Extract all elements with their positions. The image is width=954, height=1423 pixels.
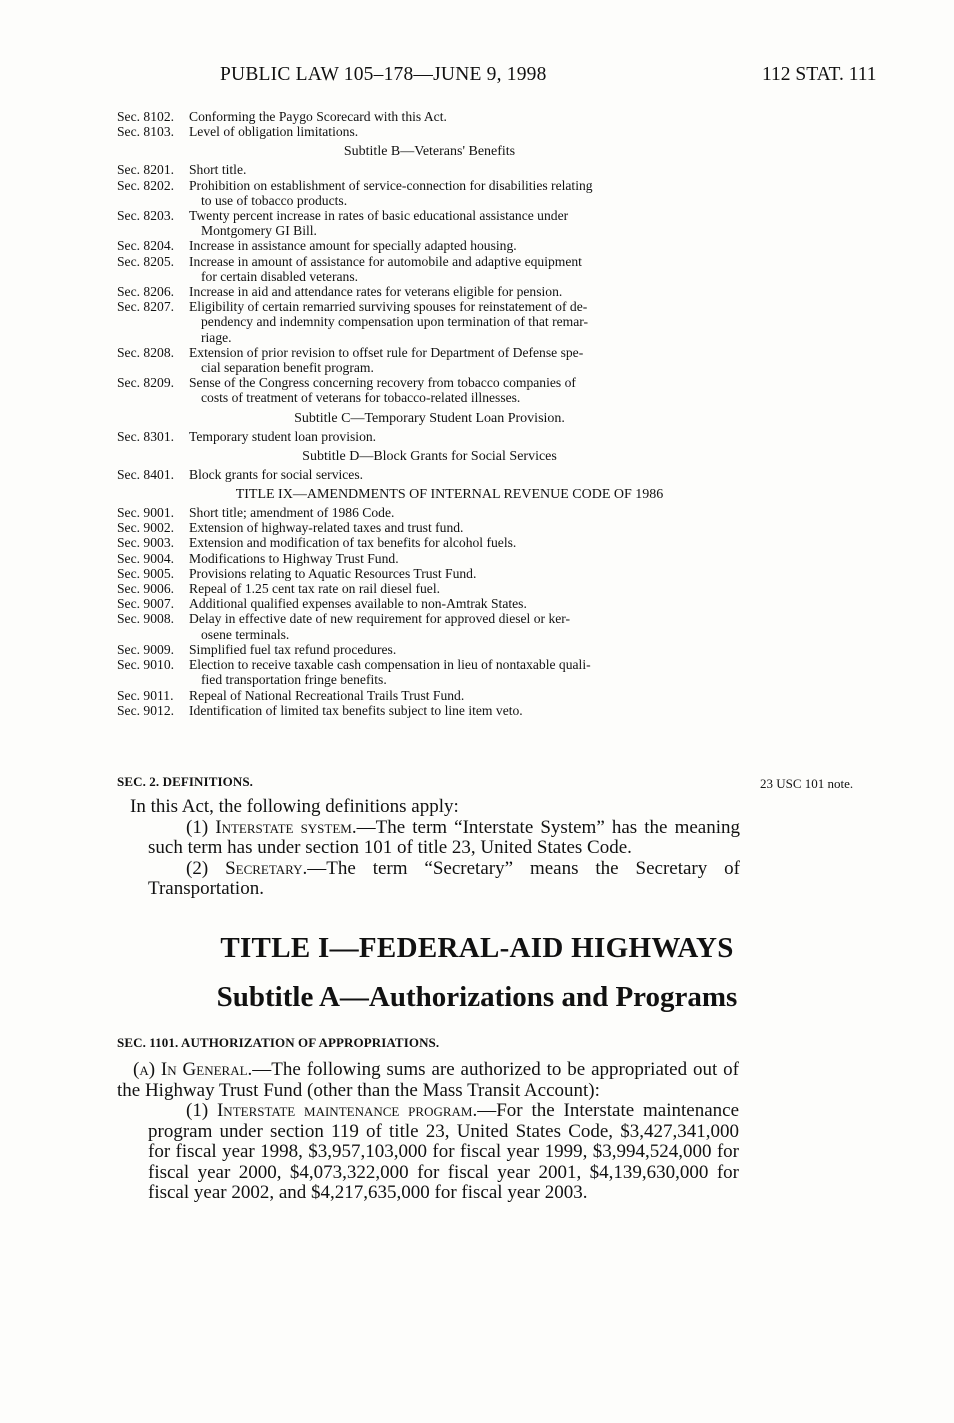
toc-section-number: Sec. 9001. (117, 505, 175, 521)
toc-subtitle-b: Subtitle B—Veterans' Benefits (343, 144, 516, 160)
toc-title-ix: TITLE IX—AMENDMENTS OF INTERNAL REVENUE CODE OF 1986 (235, 487, 664, 503)
toc-entry (117, 162, 742, 177)
toc-section-title (189, 162, 742, 177)
toc-entry (117, 238, 742, 253)
toc-entry (117, 551, 742, 566)
toc-section-title (189, 178, 742, 208)
toc-section-title-line: Delay in effective date of new requirement for approved diesel or ker- (189, 611, 571, 627)
toc-entry (117, 642, 742, 657)
toc-section-number: Sec. 8202. (117, 177, 175, 193)
toc-entry (117, 178, 742, 208)
title-i-heading: TITLE I—FEDERAL-AID HIGHWAYS (220, 932, 734, 964)
toc-section-title-line: Block grants for social services. (189, 466, 364, 482)
toc-section-title (189, 581, 742, 596)
toc-section-title (189, 109, 742, 124)
toc-section-number: Sec. 8209. (117, 375, 175, 391)
toc-section-title-line: Repeal of 1.25 cent tax rate on rail diesel fuel. (189, 581, 441, 597)
running-head: PUBLIC LAW 105–178—JUNE 9, 1998 (220, 64, 547, 85)
toc-entry (117, 375, 742, 405)
toc-section-title-line: Extension of highway-related taxes and trust fund. (189, 520, 464, 536)
toc-section-title-line: Extension and modification of tax benefits for alcohol fuels. (189, 535, 517, 551)
toc-entry (117, 535, 742, 550)
toc-entry (117, 611, 742, 641)
toc-section-title-line: Extension of prior revision to offset rule for Department of Defense spe- (189, 344, 584, 360)
toc-section-title (189, 520, 742, 535)
toc-section-title (189, 345, 742, 375)
toc-section-title (189, 535, 742, 550)
toc-section-title (189, 642, 742, 657)
toc-entry (117, 467, 742, 482)
toc-section-title-line: Additional qualified expenses available to non-Amtrak States. (189, 596, 527, 612)
toc-section-title-line: Increase in assistance amount for specially adapted housing. (189, 238, 517, 254)
toc-entry (117, 429, 742, 444)
toc-section-title-line: Identification of limited tax benefits subject to line item veto. (189, 702, 523, 718)
toc-section-number: Sec. 9005. (117, 565, 175, 581)
toc-section-title-line: Election to receive taxable cash compensation in lieu of nontaxable quali- (189, 657, 591, 673)
toc-section-title-continuation: cial separation benefit program. (201, 360, 374, 376)
toc-section-number: Sec. 8208. (117, 344, 175, 360)
toc-section-title-line: Temporary student loan provision. (189, 428, 377, 444)
toc-section-title-line: Repeal of National Recreational Trails Trust Fund. (189, 687, 465, 703)
toc-section-number: Sec. 8205. (117, 253, 175, 269)
toc-section-title-line: Increase in amount of assistance for automobile and adaptive equipment (189, 253, 582, 269)
toc-section-title-line: Short title; amendment of 1986 Code. (189, 505, 395, 521)
toc-section-number: Sec. 8301. (117, 428, 175, 444)
toc-section-title (189, 429, 742, 444)
toc-section-title-line: Short title. (189, 162, 247, 178)
toc-section-title (189, 657, 742, 687)
subsection-a-text: —The following sums are authorized to be appropriated out of the Highway Trust Fund (other than the Mass Transit Account): (117, 1059, 739, 1101)
subsection-a (117, 1060, 739, 1101)
toc-entry (117, 109, 742, 124)
definition-1-text: —The term “Interstate System” has the meaning such term has under section 101 of title 23, United States Code. (148, 816, 740, 858)
section-2-heading: SEC. 2. DEFINITIONS. (117, 774, 254, 789)
toc-section-title-line: Provisions relating to Aquatic Resources Trust Fund. (189, 565, 477, 581)
toc-section-title-continuation: for certain disabled veterans. (201, 268, 359, 284)
toc-section-number: Sec. 8206. (117, 284, 175, 300)
toc-section-title-continuation: fied transportation fringe benefits. (201, 672, 387, 688)
toc-section-number: Sec. 8201. (117, 162, 175, 178)
toc-section-title (189, 467, 742, 482)
subtitle-a-heading: Subtitle A—Authorizations and Programs (216, 981, 738, 1013)
toc-section-number: Sec. 9009. (117, 641, 175, 657)
toc-entry (117, 657, 742, 687)
toc-section-title (189, 703, 742, 718)
toc-section-title-continuation: to use of tobacco products. (201, 192, 348, 208)
toc-entry (117, 284, 742, 299)
toc-section-title (189, 238, 742, 253)
toc-entry (117, 208, 742, 238)
toc-section-number: Sec. 9007. (117, 596, 175, 612)
paragraph-1-label: (1) Interstate maintenance program. (186, 1100, 478, 1121)
toc-section-number: Sec. 9002. (117, 520, 175, 536)
toc-section-number: Sec. 8203. (117, 208, 175, 224)
toc-section-title-line: Eligibility of certain remarried surviving spouses for reinstatement of de- (189, 299, 588, 315)
toc-section-title (189, 596, 742, 611)
toc-entry (117, 254, 742, 284)
toc-section-title (189, 284, 742, 299)
toc-entry (117, 566, 742, 581)
toc-entry (117, 505, 742, 520)
toc-section-title (189, 566, 742, 581)
section-1101-body (117, 1060, 739, 1204)
subsection-a-label: (a) In General. (133, 1059, 253, 1080)
section-1101-heading: SEC. 1101. AUTHORIZATION OF APPROPRIATIONS. (117, 1035, 440, 1050)
toc-section-number: Sec. 9010. (117, 657, 175, 673)
table-of-contents (117, 109, 742, 718)
toc-section-title-line: Modifications to Highway Trust Fund. (189, 550, 399, 566)
toc-section-title (189, 299, 742, 345)
toc-section-number: Sec. 9006. (117, 581, 175, 597)
margin-note: 23 USC 101 note. (760, 776, 854, 791)
toc-section-title (189, 611, 742, 641)
toc-section-title-continuation: riage. (201, 329, 232, 345)
toc-section-title-line: Increase in aid and attendance rates for veterans eligible for pension. (189, 284, 563, 300)
definitions-section (130, 797, 740, 900)
paragraph-1 (148, 1101, 739, 1204)
toc-entry (117, 703, 742, 718)
definition-1-label: (1) Interstate system. (186, 816, 357, 838)
toc-section-title (189, 688, 742, 703)
toc-section-title-continuation: costs of treatment of veterans for tobacco-related illnesses. (201, 390, 521, 406)
definition-2-label: (2) Secretary. (186, 857, 308, 879)
toc-section-number: Sec. 9012. (117, 702, 175, 718)
toc-section-number: Sec. 8102. (117, 109, 175, 124)
toc-section-number: Sec. 8207. (117, 299, 175, 315)
toc-section-number: Sec. 9003. (117, 535, 175, 551)
toc-section-title-line: Prohibition on establishment of service-connection for disabilities relating (189, 177, 593, 193)
toc-section-title (189, 124, 742, 139)
toc-section-number: Sec. 8401. (117, 466, 175, 482)
toc-section-title-line: Twenty percent increase in rates of basic educational assistance under (189, 208, 569, 224)
toc-subtitle-d: Subtitle D—Block Grants for Social Services (302, 448, 557, 464)
toc-subtitle-c: Subtitle C—Temporary Student Loan Provision. (294, 410, 565, 426)
toc-section-title (189, 551, 742, 566)
toc-section-title-continuation: Montgomery GI Bill. (201, 223, 317, 239)
toc-section-title (189, 208, 742, 238)
toc-section-number: Sec. 8204. (117, 238, 175, 254)
toc-entry (117, 581, 742, 596)
toc-section-title-line: Level of obligation limitations. (189, 124, 359, 140)
toc-entry (117, 345, 742, 375)
toc-entry (117, 299, 742, 345)
toc-entry (117, 520, 742, 535)
toc-section-number: Sec. 9004. (117, 550, 175, 566)
toc-section-number: Sec. 8103. (117, 124, 175, 140)
toc-section-title-line: Conforming the Paygo Scorecard with this Act. (189, 109, 447, 124)
toc-section-title (189, 375, 742, 405)
toc-section-title-line: Sense of the Congress concerning recovery from tobacco companies of (189, 375, 576, 391)
toc-section-title-line: Simplified fuel tax refund procedures. (189, 641, 397, 657)
toc-section-title (189, 254, 742, 284)
toc-section-title (189, 505, 742, 520)
statute-reference: 112 STAT. 111 (762, 64, 877, 85)
toc-section-number: Sec. 9011. (117, 687, 174, 703)
toc-entry (117, 124, 742, 139)
toc-section-number: Sec. 9008. (117, 611, 175, 627)
definition-1 (148, 818, 740, 859)
definitions-intro: In this Act, the following definitions apply: (130, 796, 459, 817)
paragraph-1-text: —For the Interstate maintenance program under section 119 of title 23, United States Code, $3,427,341,000 for fiscal year 1998, $3,957,103,000 for fiscal year 1999, $3,994,524,000 for fiscal year 2000, $4,073,322,000 for fiscal year 2001, $4,139,630,000 for fiscal year 2002, and $4,217,635,000 for fiscal year 2003. (148, 1100, 740, 1203)
definition-2 (148, 859, 740, 900)
toc-entry (117, 596, 742, 611)
definition-2-text: —The term “Secretary” means the Secretary of Transportation. (148, 857, 740, 899)
toc-entry (117, 688, 742, 703)
toc-section-title-continuation: osene terminals. (201, 626, 290, 642)
toc-section-title-continuation: pendency and indemnity compensation upon termination of that remar- (201, 314, 589, 330)
